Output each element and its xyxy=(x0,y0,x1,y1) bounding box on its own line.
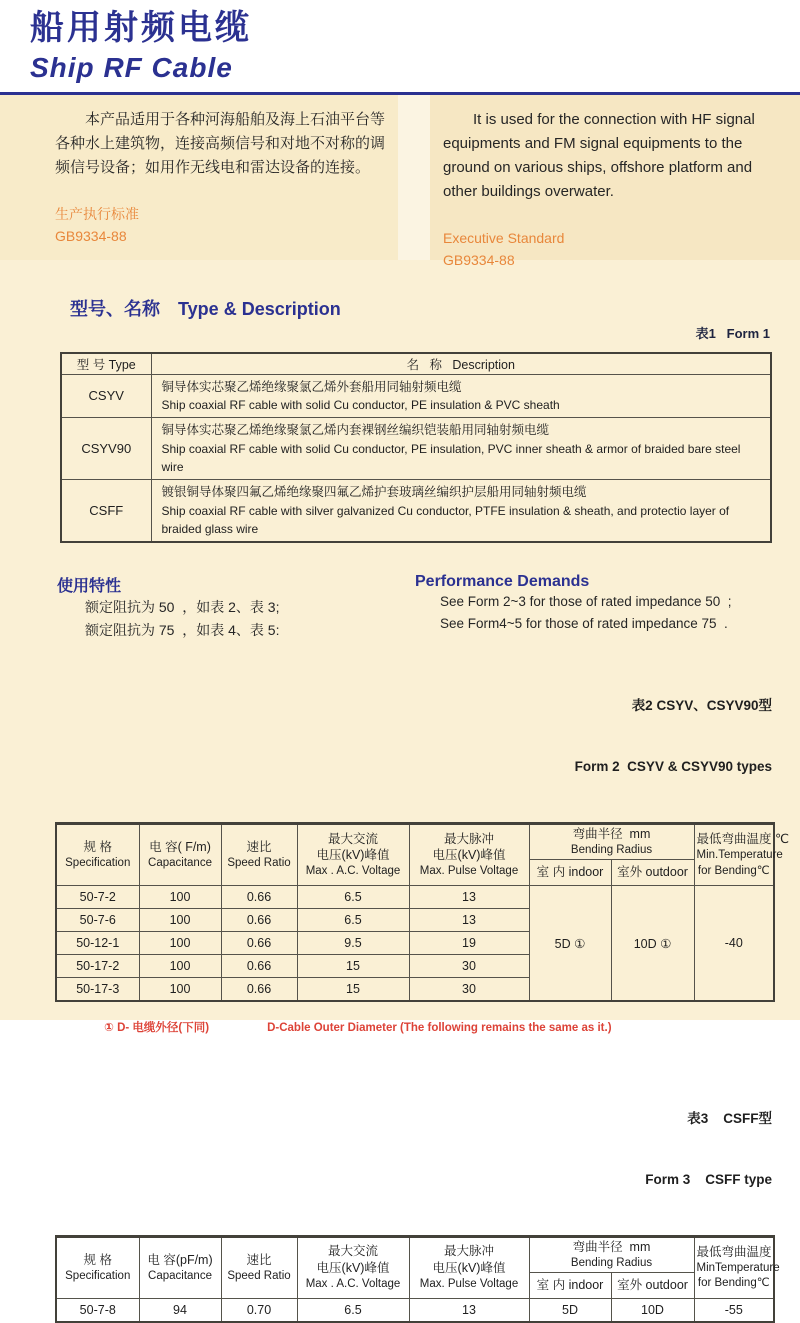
pulse-voltage-cell: 30 xyxy=(409,978,529,1001)
max-pulse-voltage-column-header: 最大脉冲 电压(kV)峰值 Max. Pulse Voltage xyxy=(409,1236,529,1298)
capacitance-column-header: 电 容(pF/m) Capacitance xyxy=(139,1236,221,1298)
bending-radius-column-header: 弯曲半径 mm Bending Radius xyxy=(529,1236,694,1272)
impedance-line-50: 额定阻抗为 50 ，如表 2、表 3; xyxy=(85,598,280,615)
spec-cell: 50-7-2 xyxy=(56,886,139,909)
speed-ratio-cell: 0.66 xyxy=(221,886,297,909)
page-title-cn: 船用射频电缆 xyxy=(30,9,252,47)
production-standard-label: 生产执行标准 xyxy=(55,206,139,222)
description-column-header: 名 称 Description xyxy=(151,353,771,374)
spec-header-row xyxy=(56,823,774,859)
form2-footnote xyxy=(85,1007,800,1047)
form2-label-cn: 表2 CSYV、CSYV90型 xyxy=(631,698,772,714)
masthead xyxy=(0,0,800,92)
spec-cell: 50-12-1 xyxy=(56,932,139,955)
description-en: Ship coaxial RF cable with solid Cu conductor, PE insulation, PVC inner sheath & armor of braided bare steel wire xyxy=(161,442,741,474)
outdoor-bending-cell: 10D ① xyxy=(611,886,694,1001)
spec-row xyxy=(56,1299,774,1322)
spec-column-header: 规 格 Specification xyxy=(56,1236,139,1298)
page-body xyxy=(0,95,800,1317)
spec-cell: 50-7-8 xyxy=(56,1299,139,1322)
description-cell xyxy=(151,374,771,418)
max-ac-voltage-column-header: 最大交流 电压(kV)峰值 Max . A.C. Voltage xyxy=(297,823,409,885)
speed-ratio-column-header: 速比 Speed Ratio xyxy=(221,823,297,885)
max-ac-voltage-column-header: 最大交流 电压(kV)峰值 Max . A.C. Voltage xyxy=(297,1236,409,1298)
type-column-header: 型 号 Type xyxy=(61,353,151,374)
description-cn: 铜导体实芯聚乙烯绝缘聚氯乙烯内套裸钢丝编织铠装船用同轴射频电缆 xyxy=(161,423,550,438)
speed-ratio-cell: 0.66 xyxy=(221,932,297,955)
description-en: Ship coaxial RF cable with silver galvanized Cu conductor, PTFE insulation & sheath, and protectio layer of braided glass wire xyxy=(161,503,730,536)
min-temp-cell: -55 xyxy=(694,1299,774,1322)
speed-ratio-cell: 0.66 xyxy=(221,978,297,1001)
indoor-column-header: 室 内 indoor xyxy=(529,860,611,886)
pulse-voltage-cell: 13 xyxy=(409,1299,529,1322)
features-section xyxy=(0,573,800,642)
ac-voltage-cell: 6.5 xyxy=(297,1299,409,1322)
type-description-table xyxy=(60,352,772,543)
page-title-en: Ship RF Cable xyxy=(30,52,233,84)
table-header-row xyxy=(61,353,771,374)
features-en-column xyxy=(415,573,800,642)
form1-ref: 表1 Form 1 xyxy=(695,326,770,341)
executive-standard-value: GB9334-88 xyxy=(443,251,515,268)
form2-label xyxy=(0,656,772,818)
footnote-cn: ① D- 电缆外径(下同) xyxy=(104,1021,210,1034)
features-heading-cn: 使用特性 xyxy=(57,577,122,595)
description-cn: 铜导体实芯聚乙烯绝缘聚氯乙烯外套船用同轴射频电缆 xyxy=(161,379,462,394)
form2-spec-table xyxy=(55,822,790,1002)
spec-cell: 50-17-3 xyxy=(56,978,139,1001)
intro-cn-paragraph: 本产品适用于各种河海船舶及海上石油平台等各种水上建筑物，连接高频信号和对地不对称的调频信号设备；如用作无线电和雷达设备的连接。 xyxy=(55,111,386,176)
see-form-line-75: See Form4~5 for those of rated impedance 75 . xyxy=(440,616,728,632)
description-en: Ship coaxial RF cable with solid Cu conductor, PE insulation & PVC sheath xyxy=(161,398,560,413)
type-cell: CSFF xyxy=(61,480,151,542)
production-standard-value: GB9334-88 xyxy=(55,227,127,244)
ac-voltage-cell: 9.5 xyxy=(297,932,409,955)
ac-voltage-cell: 6.5 xyxy=(297,909,409,932)
form3-label-cn: 表3 CSFF型 xyxy=(687,1111,772,1127)
footnote-en: D-Cable Outer Diameter (The following remains the same as it.) xyxy=(267,1021,612,1034)
indoor-column-header: 室 内 indoor xyxy=(529,1273,611,1299)
table-row-csff xyxy=(61,480,771,542)
impedance-line-75: 额定阻抗为 75 ，如表 4、表 5: xyxy=(85,621,280,638)
type-section-heading xyxy=(30,274,341,342)
spec-cell: 50-17-2 xyxy=(56,955,139,978)
type-cell: CSYV xyxy=(61,374,151,418)
bending-radius-column-header: 弯曲半径 mm Bending Radius xyxy=(529,823,694,859)
outdoor-bending-cell: 10D xyxy=(611,1299,694,1322)
capacitance-cell: 100 xyxy=(139,909,221,932)
form3-label xyxy=(0,1069,772,1231)
type-section-heading-row xyxy=(30,274,770,342)
pulse-voltage-cell: 13 xyxy=(409,886,529,909)
pulse-voltage-cell: 13 xyxy=(409,909,529,932)
intro-en-block xyxy=(430,95,800,268)
performance-demands-heading: Performance Demands xyxy=(415,572,590,590)
intro-en-paragraph: It is used for the connection with HF signal equipments and FM signal equipments to the ground on various ships, offshore platform and other buildings overwater. xyxy=(443,111,755,200)
capacitance-cell: 100 xyxy=(139,978,221,1001)
pulse-voltage-cell: 30 xyxy=(409,955,529,978)
ac-voltage-cell: 15 xyxy=(297,955,409,978)
type-section-heading-en: Type & Description xyxy=(178,299,341,319)
type-cell: CSYV90 xyxy=(61,418,151,480)
see-form-line-50: See Form 2~3 for those of rated impedance 50 ; xyxy=(440,593,732,609)
description-cell xyxy=(151,418,771,480)
capacitance-cell: 100 xyxy=(139,955,221,978)
indoor-bending-cell: 5D ① xyxy=(529,886,611,1001)
intro-cn-block xyxy=(0,95,398,260)
ac-voltage-cell: 6.5 xyxy=(297,886,409,909)
pulse-voltage-cell: 19 xyxy=(409,932,529,955)
intro-section xyxy=(0,95,800,268)
table-row-csyv xyxy=(61,374,771,418)
speed-ratio-cell: 0.70 xyxy=(221,1299,297,1322)
capacitance-cell: 100 xyxy=(139,932,221,955)
min-temp-column-header: 最低弯曲温度 ℃ Min.Temperature for Bending℃ xyxy=(694,823,774,885)
spec-column-header: 规 格 Specification xyxy=(56,823,139,885)
form3-label-en: Form 3 CSFF type xyxy=(645,1172,772,1188)
ac-voltage-cell: 15 xyxy=(297,978,409,1001)
description-cell xyxy=(151,480,771,542)
speed-ratio-column-header: 速比 Speed Ratio xyxy=(221,1236,297,1298)
spec-header-row xyxy=(56,1236,774,1272)
table-row-csyv90 xyxy=(61,418,771,480)
outdoor-column-header: 室外 outdoor xyxy=(611,1273,694,1299)
indoor-bending-cell: 5D xyxy=(529,1299,611,1322)
capacitance-cell: 100 xyxy=(139,886,221,909)
spec-cell: 50-7-6 xyxy=(56,909,139,932)
spec-row xyxy=(56,886,774,909)
max-pulse-voltage-column-header: 最大脉冲 电压(kV)峰值 Max. Pulse Voltage xyxy=(409,823,529,885)
type-section-heading-cn: 型号、名称 xyxy=(70,299,161,319)
min-temp-cell: -40 xyxy=(694,886,774,1001)
speed-ratio-cell: 0.66 xyxy=(221,909,297,932)
form3-spec-table xyxy=(55,1235,780,1323)
min-temp-column-header: 最低弯曲温度 MinTemperature for Bending℃ xyxy=(694,1236,774,1298)
executive-standard-label: Executive Standard xyxy=(443,230,565,246)
speed-ratio-cell: 0.66 xyxy=(221,955,297,978)
capacitance-column-header: 电 容( F/m) Capacitance xyxy=(139,823,221,885)
form2-label-en: Form 2 CSYV & CSYV90 types xyxy=(574,759,772,775)
outdoor-column-header: 室外 outdoor xyxy=(611,860,694,886)
description-cn: 镀银铜导体聚四氟乙烯绝缘聚四氟乙烯护套玻璃丝编织护层船用同轴射频电缆 xyxy=(161,485,587,499)
features-cn-column xyxy=(0,573,415,642)
capacitance-cell: 94 xyxy=(139,1299,221,1322)
